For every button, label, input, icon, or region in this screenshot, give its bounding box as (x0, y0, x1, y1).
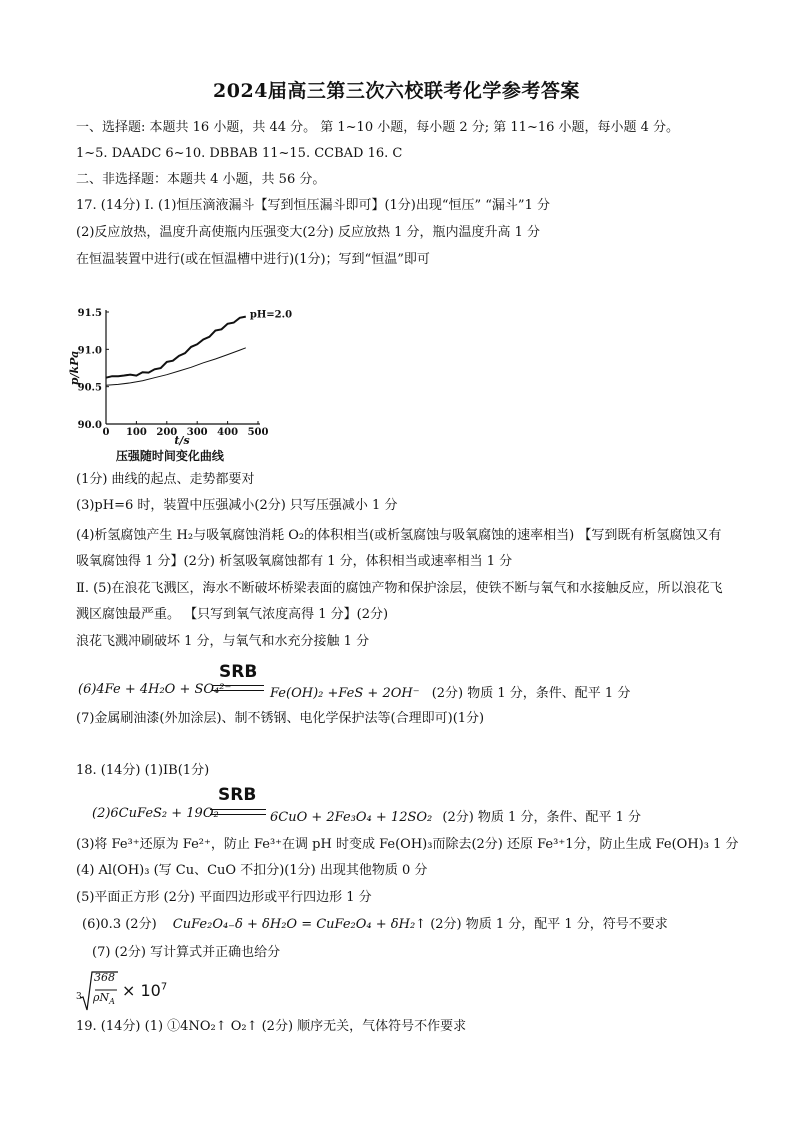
q17-line5: (3)pH=6 时，装置中压强减小(2分) 只写压强减小 1 分 (76, 498, 398, 513)
y-tick-label: 90.5 (77, 382, 102, 394)
chart-caption: 压强随时间变化曲线 (115, 449, 224, 463)
q17-line7: Ⅱ. (5)在浪花飞溅区，海水不断破坏桥梁表面的腐蚀产物和保护涂层，使铁不断与氧气和水接触反应，所以浪花飞溅区腐蚀最严重。 【只写到氧气浓度高得 1 分】(2分) (76, 581, 723, 622)
eq2-note: (2分) 物质 1 分，条件、配平 1 分 (442, 810, 641, 825)
pressure-chart-svg (68, 300, 293, 470)
x-tick-label: 0 (102, 427, 110, 438)
cube-root-expression (76, 968, 186, 1012)
q17-equation6 (78, 682, 231, 697)
y-tick-label: 91.0 (77, 345, 102, 357)
series-line-2 (106, 348, 246, 385)
eq2-right: 6CuO + 2Fe₃O₄ + 12SO₂ (270, 810, 433, 825)
root-mult-text: × 10 (122, 981, 161, 1000)
q18-line4: (4) Al(OH)₃ (写 Cu、CuO 不扣分)(1分) 出现其他物质 0 分 (76, 863, 428, 878)
q17-line8: 浪花飞溅冲刷破坏 1 分，与氧气和水充分接触 1 分 (76, 634, 370, 649)
eq2-left: (2)6CuFeS₂ + 19O₂ (92, 806, 219, 821)
root-den-sub: A (109, 997, 115, 1007)
section1-heading: 一、选择题: 本题共 16 小题，共 44 分。 第 1~10 小题，每小题 2 分; 第 11~16 小题，每小题 4 分。 (76, 120, 680, 135)
x-tick-label: 200 (156, 427, 178, 438)
series-label-ph2: pH=2.0 (249, 309, 293, 321)
root-numerator: 368 (94, 971, 115, 984)
y-tick-label: 90.0 (77, 420, 102, 431)
x-tick-label: 500 (247, 427, 269, 438)
q17-line3: 在恒温装置中进行(或在恒温槽中进行)(1分)；写到“恒温”即可 (76, 252, 430, 267)
q17-line9: (7)金属刷油漆(外加涂层)、制不锈钢、电化学保护法等(合理即可)(1分) (76, 711, 485, 726)
eq2-right-wrap (270, 806, 641, 825)
q18-equation2 (92, 806, 219, 821)
q18-line1: 18. (14分) (1)IB(1分) (76, 763, 210, 778)
x-tick-label: 400 (217, 427, 239, 438)
x-tick-label: 100 (125, 427, 147, 438)
eq2-equals-sign (210, 809, 266, 815)
q18-line3: (3)将 Fe³⁺还原为 Fe²⁺，防止 Fe³⁺在调 pH 时变成 Fe(OH)₃而除去(2分) 还原 Fe³⁺1分，防止生成 Fe(OH)₃ 1 分 (76, 837, 739, 852)
root-den-text: ρN (93, 991, 110, 1004)
eq6-left: (6)4Fe + 4H₂O + SO₄²⁻ (78, 682, 232, 697)
q17-line4: (1分) 曲线的起点、走势都要对 (76, 472, 255, 487)
eq6-note: (2分) 物质 1 分，条件、配平 1 分 (431, 686, 631, 701)
q18-line7: (7) (2分) 写计算式并正确也给分 (92, 945, 281, 960)
root-exponent: 7 (160, 981, 168, 993)
x-axis-label: t/s (174, 434, 190, 447)
q18-6-equation: CuFe₂O₄₋δ + δH₂O = CuFe₂O₄ + δH₂↑ (172, 917, 427, 932)
q17-line6: (4)析氢腐蚀产生 H₂与吸氧腐蚀消耗 O₂的体积相当(或析氢腐蚀与吸氧腐蚀的速率相当) 【写到既有析氢腐蚀又有吸氧腐蚀得 1 分】(2分) 析氢吸氧腐蚀都有 1 分，体积相当或速率相当 1 分 (76, 528, 722, 569)
root-denominator (93, 991, 115, 1006)
section2-heading: 二、非选择题：本题共 4 小题，共 56 分。 (76, 172, 326, 187)
q18-line5: (5)平面正方形 (2分) 平面四边形或平行四边形 1 分 (76, 890, 372, 905)
y-axis-label: p/kPa (68, 350, 81, 386)
eq6-condition: SRB (219, 662, 258, 682)
y-tick-label: 91.5 (77, 308, 102, 319)
root-multiplier (122, 981, 167, 1000)
series-line-ph2 (106, 317, 246, 378)
q18-6-note: (2分) 物质 1 分，配平 1 分，符号不要求 (430, 917, 668, 932)
eq6-equals-sign (212, 685, 264, 691)
choice-answers: 1~5. DAADC 6~10. DBBAB 11~15. CCBAD 16. C (76, 146, 403, 161)
eq2-condition: SRB (218, 785, 257, 805)
pressure-chart (68, 300, 293, 470)
q18-line6 (82, 916, 668, 934)
q17-line2: (2)反应放热，温度升高使瓶内压强变大(2分) 反应放热 1 分，瓶内温度升高 1 分 (76, 225, 541, 240)
page-title: 2024届高三第三次六校联考化学参考答案 (213, 80, 580, 102)
q17-line1: 17. (14分) Ⅰ. (1)恒压滴液漏斗【写到恒压漏斗即可】(1分)出现“恒压” “漏斗”1 分 (76, 198, 550, 213)
x-tick-label: 300 (186, 427, 208, 438)
q19-line1: 19. (14分) (1) ①4NO₂↑ O₂↑ (2分) 顺序无关，气体符号不作要求 (76, 1019, 467, 1034)
eq6-right-wrap (270, 682, 630, 701)
root-index: 3 (76, 992, 82, 1002)
q18-6-answer: (6)0.3 (2分) (82, 917, 157, 932)
eq6-right: Fe(OH)₂ +FeS + 2OH⁻ (270, 686, 420, 701)
